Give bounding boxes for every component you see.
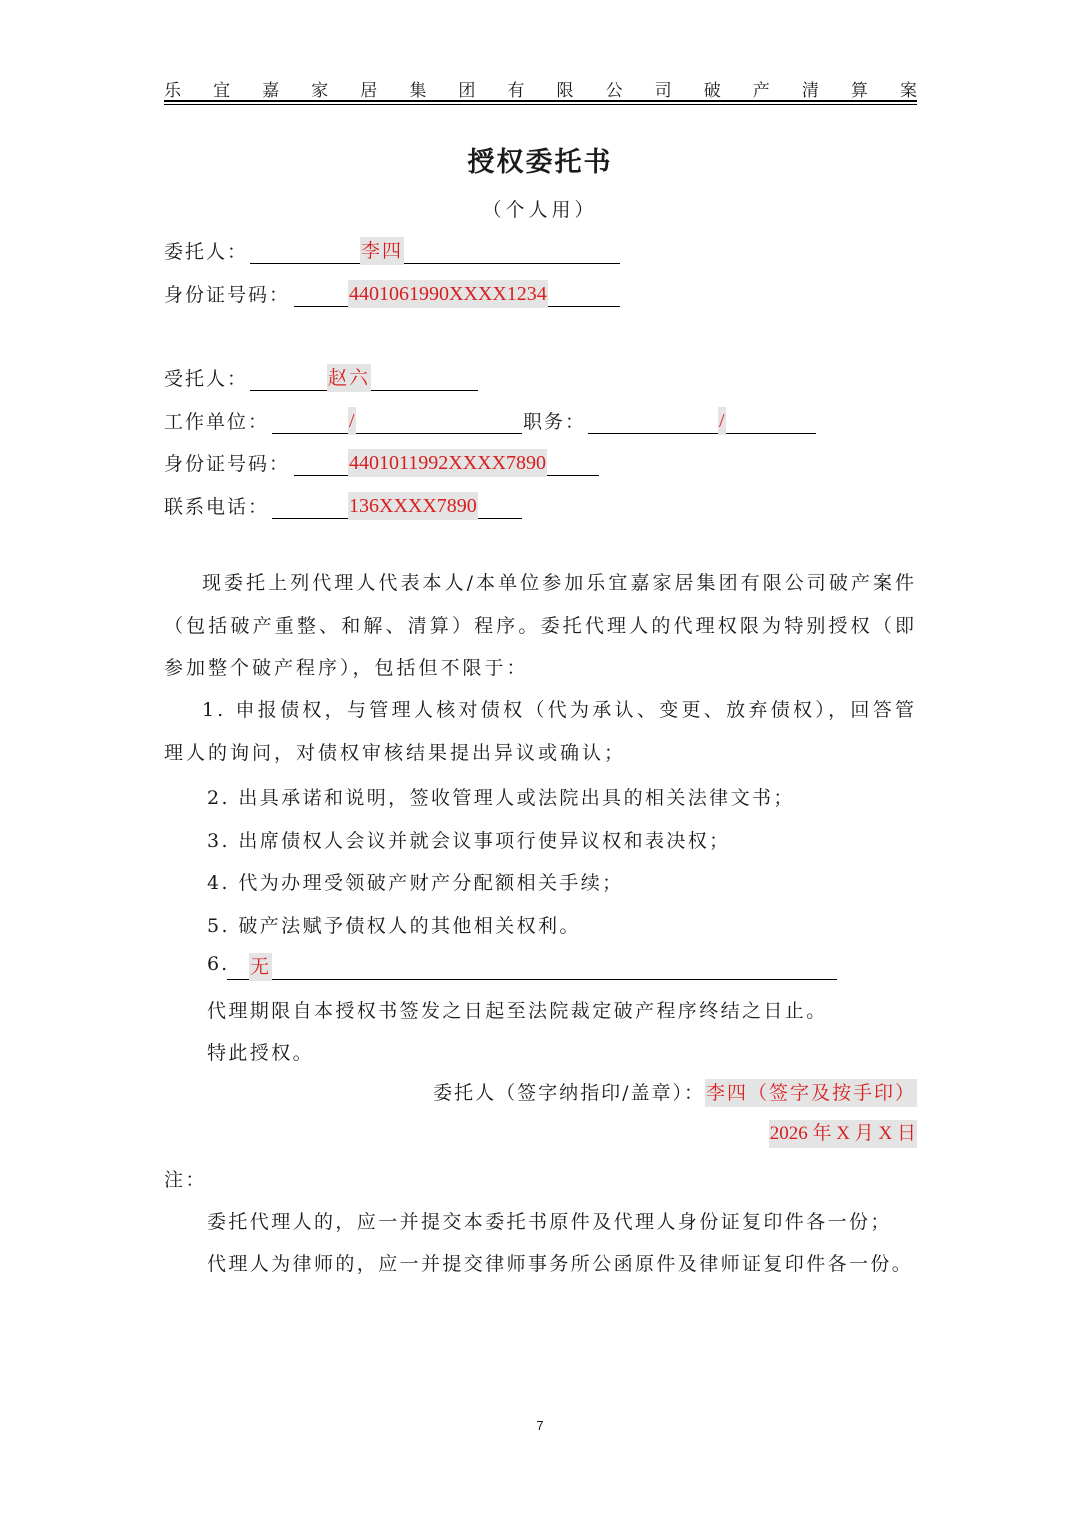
- agent-name-row: [164, 364, 484, 394]
- header-char: 产: [752, 81, 770, 101]
- agent-position-field[interactable]: /: [718, 407, 726, 435]
- header-char: 算: [850, 81, 868, 101]
- agent-id-row: [164, 449, 604, 479]
- principal-id-row: [164, 280, 624, 310]
- header-divider-thin: [164, 104, 917, 105]
- authority-item-1: 1. 申报债权，与管理人核对债权（代为承认、变更、放弃债权），回答管理人的询问，对债权审核结果提出异议或确认；: [164, 699, 917, 764]
- authority-item-6-field[interactable]: 无: [249, 953, 272, 981]
- header-char: 清: [801, 81, 819, 101]
- agent-name-label: 受托人：: [164, 368, 249, 390]
- principal-id-label: 身份证号码：: [164, 284, 291, 306]
- header-char: 破: [703, 81, 721, 101]
- note-line-1: 委托代理人的，应一并提交本委托书原件及代理人身份证复印件各一份；: [207, 1211, 892, 1233]
- agent-name-field[interactable]: 赵六: [327, 364, 371, 392]
- agent-phone-label: 联系电话：: [164, 496, 270, 518]
- authority-item-6-prefix: 6.: [207, 953, 230, 975]
- principal-name-field[interactable]: 李四: [360, 237, 404, 265]
- authority-item-2: 2. 出具承诺和说明，签收管理人或法院出具的相关法律文书；: [207, 787, 795, 809]
- note-label: 注：: [164, 1169, 207, 1191]
- principal-name-label: 委托人：: [164, 241, 249, 263]
- header-divider-thick: [164, 100, 917, 102]
- header-char: 宜: [213, 81, 231, 101]
- agent-workplace-underline: [272, 407, 522, 434]
- header-char: 家: [311, 81, 329, 101]
- header-char: 乐: [164, 81, 181, 101]
- authorization-intro: 现委托上列代理人代表本人/本单位参加乐宜嘉家居集团有限公司破产案件（包括破产重整、和解、清算）程序。委托代理人的代理权限为特别授权（即参加整个破产程序），包括但不限于：: [164, 572, 917, 679]
- agent-phone-row: [164, 492, 526, 522]
- principal-name-row: [164, 237, 624, 267]
- principal-id-field[interactable]: 4401061990XXXX1234: [348, 280, 548, 308]
- agent-position-label: 职务：: [523, 411, 587, 433]
- running-header: [164, 76, 917, 101]
- signature-label: 委托人（签字纳指印/盖章）：: [433, 1082, 705, 1104]
- header-char: 居: [360, 81, 378, 101]
- signature-row: [433, 1078, 917, 1107]
- agent-phone-field[interactable]: 136XXXX7890: [348, 492, 478, 520]
- authority-item-5: 5. 破产法赋予债权人的其他相关权利。: [207, 915, 581, 937]
- page-number: 7: [536, 1418, 544, 1433]
- note-line-2: 代理人为律师的，应一并提交律师事务所公函原件及律师证复印件各一份。: [207, 1253, 914, 1275]
- agency-period: 代理期限自本授权书签发之日起至法院裁定破产程序终结之日止。: [207, 1000, 828, 1022]
- agent-position-underline: [588, 407, 816, 434]
- date-field[interactable]: 2026 年 X 月 X 日: [769, 1120, 917, 1148]
- agent-workplace-field[interactable]: /: [348, 407, 356, 435]
- authority-item-4: 4. 代为办理受领破产财产分配额相关手续；: [207, 872, 624, 894]
- header-char: 团: [458, 81, 476, 101]
- header-char: 公: [605, 81, 623, 101]
- document-title: 授权委托书: [467, 147, 613, 178]
- header-char: 限: [556, 81, 574, 101]
- header-char: 司: [654, 81, 672, 101]
- agent-id-label: 身份证号码：: [164, 453, 291, 475]
- header-char: 案: [899, 81, 917, 101]
- agent-workplace-label: 工作单位：: [164, 411, 270, 433]
- authority-item-6-underline: [227, 953, 837, 980]
- authority-item-6-row: [207, 953, 843, 983]
- header-char: 嘉: [262, 81, 280, 101]
- agent-id-field[interactable]: 4401011992XXXX7890: [348, 449, 547, 477]
- date-row: [769, 1120, 917, 1148]
- agent-workplace-row: [164, 407, 824, 437]
- document-subtitle: （个人用）: [482, 199, 598, 221]
- closing-phrase: 特此授权。: [207, 1042, 315, 1064]
- header-char: 集: [409, 81, 427, 101]
- header-char: 有: [507, 81, 525, 101]
- principal-name-underline: [250, 237, 620, 264]
- authority-item-3: 3. 出席债权人会议并就会议事项行使异议权和表决权；: [207, 830, 731, 852]
- signature-field[interactable]: 李四（签字及按手印）: [705, 1079, 917, 1107]
